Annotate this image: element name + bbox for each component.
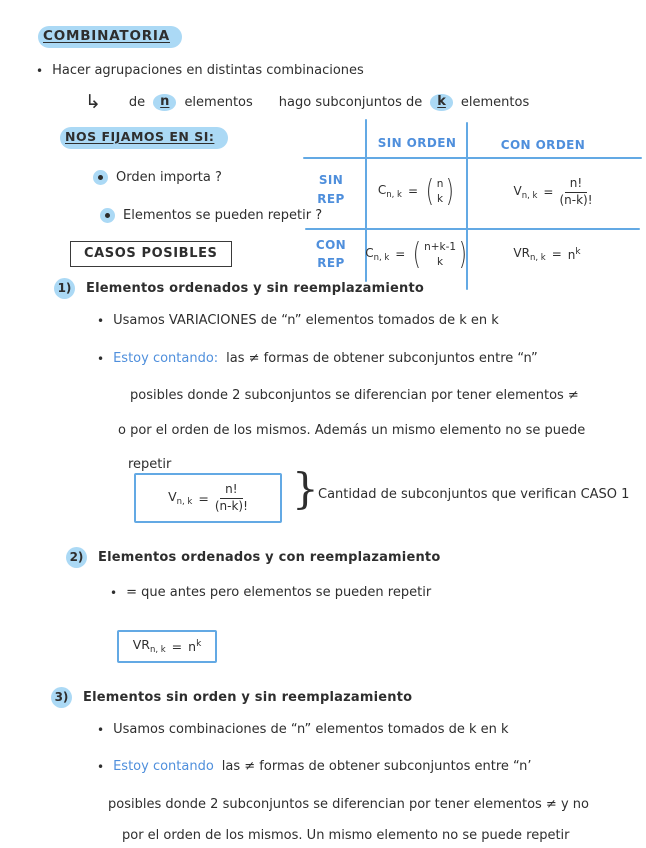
numerator: n! bbox=[220, 482, 242, 499]
question-repeat-row bbox=[100, 208, 322, 224]
denominator: (n-k)! bbox=[214, 498, 248, 513]
exponent: k bbox=[575, 246, 581, 257]
binom-bottom: k bbox=[437, 255, 444, 268]
formula-lhs bbox=[133, 637, 166, 655]
dot-icon bbox=[98, 175, 103, 180]
section-1-formula-box bbox=[134, 473, 282, 523]
denominator: (n-k)! bbox=[559, 192, 593, 207]
subscript: n, k bbox=[386, 190, 402, 201]
bullet-icon: • bbox=[110, 585, 118, 600]
binom-bottom: k bbox=[437, 192, 444, 205]
binom-stack bbox=[436, 177, 445, 206]
section-1-bullet-2 bbox=[97, 351, 538, 367]
table-col-header-sin-orden: SIN ORDEN bbox=[377, 136, 457, 150]
section-1-cont-1: posibles donde 2 subconjuntos se diferencian por tener elementos ≠ bbox=[130, 388, 579, 403]
section-3-cont-2: por el orden de los mismos. Un mismo elemento no se puede repetir bbox=[122, 828, 570, 843]
intro-text: Hacer agrupaciones en distintas combinaciones bbox=[52, 63, 364, 78]
binom-stack bbox=[423, 240, 457, 269]
section-3-bullet-1 bbox=[97, 722, 509, 738]
section-2-number-badge: 2) bbox=[66, 547, 87, 568]
right-paren: ) bbox=[458, 237, 468, 273]
subscript: n, k bbox=[529, 253, 546, 263]
subscript: n, k bbox=[149, 645, 166, 656]
dot-icon bbox=[105, 213, 110, 218]
page-title: COMBINATORIA bbox=[43, 28, 170, 44]
right-paren: ) bbox=[446, 174, 455, 210]
subscript: n, k bbox=[176, 496, 193, 507]
bullet-icon: • bbox=[97, 722, 105, 737]
section-1-title: Elementos ordenados y sin reemplazamiento bbox=[86, 280, 425, 296]
section-3-cont-1: posibles donde 2 subconjuntos se diferencian por tener elementos ≠ y no bbox=[108, 797, 589, 812]
section-2-formula-box bbox=[117, 630, 217, 663]
section-3-bullet-2-lead: Estoy contando bbox=[113, 759, 214, 774]
section-3-header bbox=[51, 687, 412, 708]
equals-sign: = bbox=[551, 247, 562, 262]
section-3-title: Elementos sin orden y sin reemplazamiento bbox=[83, 689, 413, 705]
binomial-coefficient bbox=[411, 237, 468, 273]
section-3-number-badge: 3) bbox=[51, 687, 72, 708]
table-row-header-sin: SIN bbox=[318, 173, 344, 187]
binom-top: n+k-1 bbox=[424, 241, 457, 253]
equals-sign: = bbox=[198, 490, 209, 506]
subscript: n, k bbox=[521, 190, 538, 201]
symbol: C bbox=[377, 183, 387, 198]
symbol: V bbox=[513, 183, 522, 198]
formula-lhs bbox=[513, 184, 537, 201]
section-1-formula-note: Cantidad de subconjuntos que verifican CASO 1 bbox=[318, 487, 630, 502]
fraction bbox=[559, 176, 592, 208]
left-paren: ( bbox=[425, 174, 434, 210]
section-3-bullet-2-text: las ≠ formas de obtener subconjuntos entre “n’ bbox=[221, 759, 532, 774]
table-col-header-con-orden: CON ORDEN bbox=[500, 138, 586, 152]
equals-sign: = bbox=[171, 639, 183, 654]
power-expression bbox=[568, 247, 581, 262]
binomial-coefficient bbox=[424, 174, 456, 210]
section-2-bullet-1-text: = que antes pero elementos se pueden repetir bbox=[126, 585, 432, 600]
arrow-seg2: elementos bbox=[184, 94, 253, 110]
section-3-bullet-2 bbox=[97, 759, 531, 775]
section-1-bullet-1 bbox=[97, 313, 499, 329]
arrow-seg4: elementos bbox=[460, 94, 530, 110]
cases-possible-box: CASOS POSIBLES bbox=[70, 241, 232, 267]
table-hline-1 bbox=[303, 157, 642, 159]
question-order-row bbox=[93, 170, 222, 186]
exponent: k bbox=[196, 639, 202, 649]
symbol: C bbox=[365, 246, 374, 261]
symbol: VR bbox=[513, 246, 530, 260]
criteria-heading: NOS FIJAMOS EN SI: bbox=[65, 129, 215, 144]
intro-bullet-row bbox=[36, 63, 364, 79]
left-paren: ( bbox=[413, 237, 422, 273]
title-highlight bbox=[38, 26, 182, 48]
table-hline-2 bbox=[305, 228, 640, 230]
section-1-cont-3: repetir bbox=[128, 457, 172, 472]
table-cell-sinrep-conorden bbox=[478, 176, 628, 208]
section-2-header bbox=[66, 547, 440, 568]
table-row-header-sin-rep: REP bbox=[317, 192, 345, 206]
n-token-highlight: n bbox=[153, 94, 176, 111]
base: n bbox=[567, 247, 576, 262]
equals-sign: = bbox=[407, 184, 419, 199]
halo-bullet-icon bbox=[93, 170, 108, 185]
subscript: n, k bbox=[373, 253, 390, 264]
bullet-icon: • bbox=[97, 351, 105, 366]
symbol: VR bbox=[132, 637, 150, 653]
table-row-header-con: CON bbox=[315, 238, 347, 252]
table-cell-sinrep-sinorden bbox=[370, 174, 464, 210]
section-2-formula bbox=[133, 637, 202, 655]
fraction bbox=[215, 482, 248, 514]
brace-icon: } bbox=[292, 464, 319, 513]
criteria-highlight bbox=[60, 127, 228, 149]
bullet-icon: • bbox=[97, 313, 105, 328]
equals-sign: = bbox=[395, 247, 406, 262]
criteria-heading-row bbox=[60, 127, 228, 149]
arrow-icon: ↳ bbox=[85, 91, 101, 113]
section-2-title: Elementos ordenados y con reemplazamiento bbox=[98, 549, 441, 565]
section-1-bullet-1-text: Usamos VARIACIONES de “n” elementos tomados de k en k bbox=[113, 313, 499, 328]
formula-lhs bbox=[378, 183, 402, 200]
arrow-seg1: de bbox=[128, 94, 146, 110]
section-1-bullet-2-text: las ≠ formas de obtener subconjuntos entre “n” bbox=[226, 351, 538, 366]
section-3-bullet-1-text: Usamos combinaciones de “n” elementos tomados de k en k bbox=[113, 722, 509, 737]
equals-sign: = bbox=[543, 184, 554, 199]
question-repeat: Elementos se pueden repetir ? bbox=[123, 208, 323, 223]
formula-lhs bbox=[365, 246, 389, 263]
cases-box-row bbox=[70, 241, 232, 267]
bullet-icon: • bbox=[97, 759, 105, 774]
section-1-formula bbox=[168, 482, 248, 514]
section-1-cont-2: o por el orden de los mismos. Además un mismo elemento no se puede bbox=[118, 423, 586, 438]
bullet-icon: • bbox=[36, 63, 44, 78]
section-1-number-badge: 1) bbox=[54, 278, 75, 299]
page-title-row bbox=[38, 26, 182, 48]
table-cell-conrep-conorden bbox=[482, 246, 612, 263]
k-token-highlight: k bbox=[430, 94, 453, 111]
base: n bbox=[188, 639, 197, 654]
arrow-seg3: hago subconjuntos de bbox=[278, 94, 423, 110]
section-2-bullet-1 bbox=[110, 585, 431, 601]
formula-lhs bbox=[168, 489, 192, 507]
section-1-bullet-2-lead: Estoy contando: bbox=[113, 351, 219, 366]
power-expression bbox=[188, 639, 201, 654]
binom-top: n bbox=[436, 178, 444, 190]
symbol: V bbox=[168, 488, 177, 504]
question-order: Orden importa ? bbox=[116, 170, 222, 185]
section-1-header bbox=[54, 278, 424, 299]
numerator: n! bbox=[565, 176, 587, 193]
arrow-row bbox=[85, 93, 529, 112]
table-cell-conrep-sinorden bbox=[365, 237, 468, 273]
formula-lhs bbox=[513, 246, 545, 263]
halo-bullet-icon bbox=[100, 208, 115, 223]
table-row-header-con-rep: REP bbox=[317, 256, 345, 270]
